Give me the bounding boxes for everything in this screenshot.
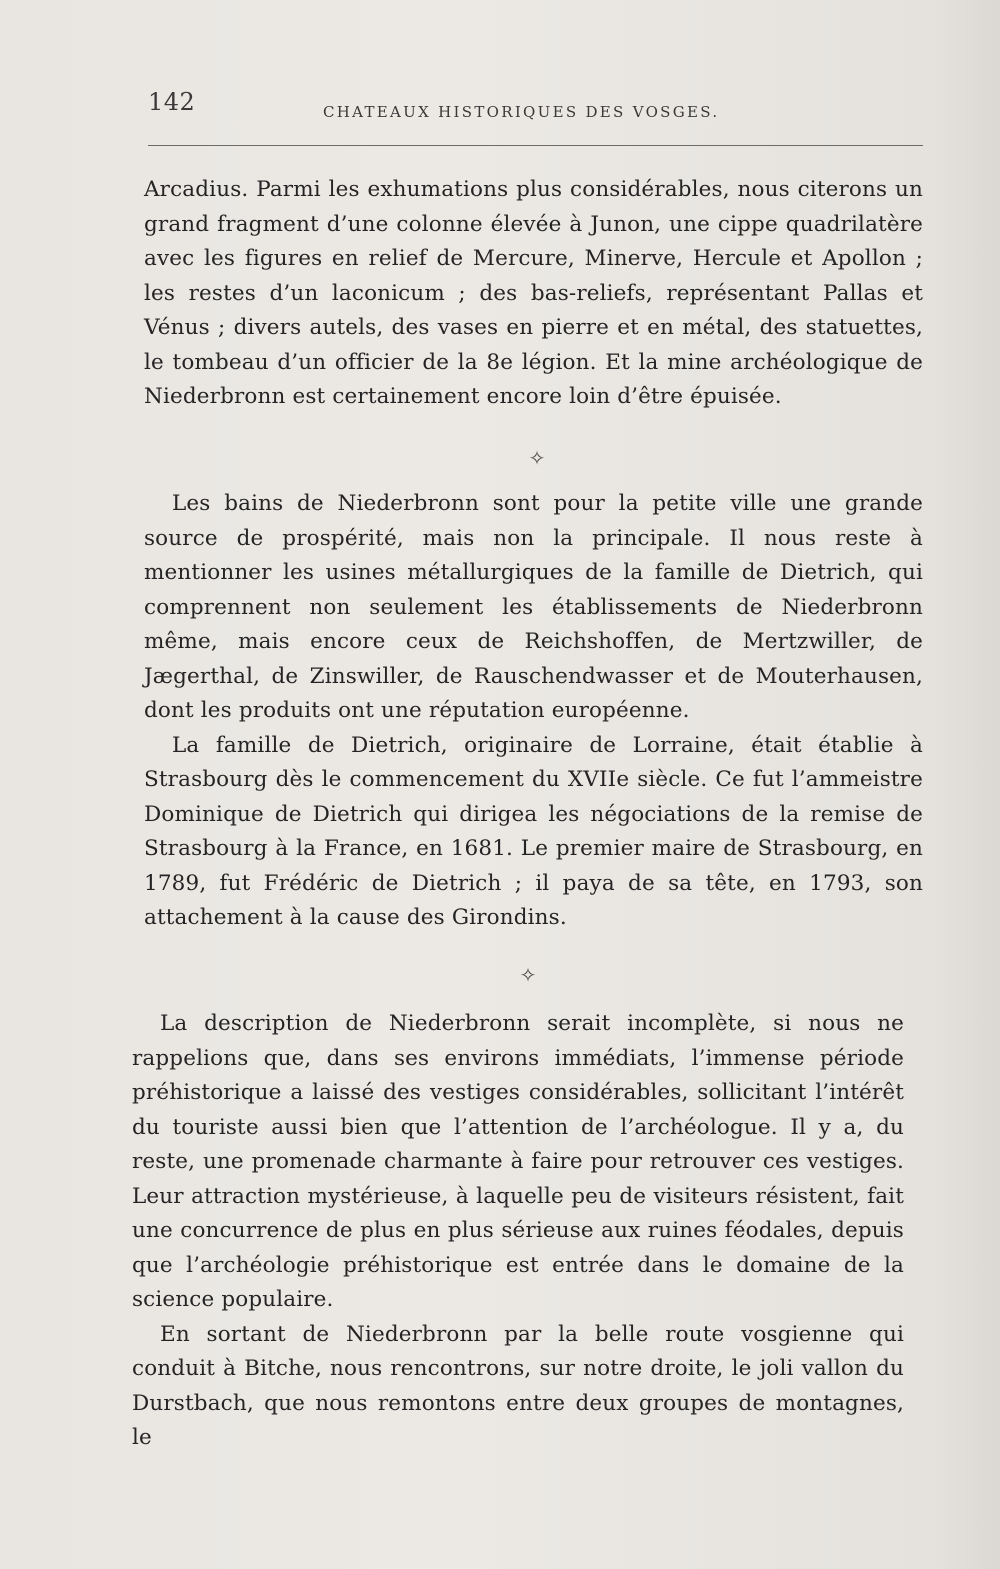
- section-ornament-icon: ✧: [519, 963, 537, 987]
- text-block-3: [132, 1007, 904, 1456]
- text-block-2: [144, 487, 923, 936]
- page-edge-shadow: [930, 0, 1000, 1569]
- running-title: CHATEAUX HISTORIQUES DES VOSGES.: [323, 103, 720, 121]
- page-number: 142: [148, 88, 196, 116]
- header-rule: [148, 145, 923, 146]
- paragraph-bains: Les bains de Niederbronn sont pour la petite ville une grande source de prospérité, mais non la principale. Il nous reste à mentionner les usines métallurgiques de la famille de Dietrich, qui comprennent non seulement les établissements de Niederbronn même, mais encore ceux de Reichshoffen, de Mertzwiller, de Jægerthal, de Zinswiller, de Rauschendwasser et de Mouterhausen, dont les produits ont une réputation européenne.: [144, 491, 923, 723]
- paragraph-famille-dietrich: La famille de Dietrich, originaire de Lorraine, était établie à Strasbourg dès le commencement du XVIIe siècle. Ce fut l’ammeistre Dominique de Dietrich qui dirigea les négociations de la remise de Strasbourg à la France, en 1681. Le premier maire de Strasbourg, en 1789, fut Frédéric de Dietrich ; il paya de sa tête, en 1793, son attachement à la cause des Girondins.: [144, 732, 923, 930]
- paragraph-description: La description de Niederbronn serait incomplète, si nous ne rappelions que, dans ses environs immédiats, l’immense période préhistorique a laissé des vestiges considérables, sollicitant l’intérêt du touriste aussi bien que l’attention de l’archéologue. Il y a, du reste, une promenade charmante à faire pour retrouver ces vestiges. Leur attraction mystérieuse, à laquelle peu de visiteurs résistent, fait une concurrence de plus en plus sérieuse aux ruines féodales, depuis que l’archéologie préhistorique est entrée dans le domaine de la science populaire.: [132, 1011, 904, 1312]
- paragraph-en-sortant: En sortant de Niederbronn par la belle route vosgienne qui conduit à Bitche, nous rencontrons, sur notre droite, le joli vallon du Durstbach, que nous remontons entre deux groupes de montagnes, le: [132, 1321, 904, 1450]
- section-ornament-icon: ✧: [528, 446, 546, 470]
- paragraph-arcadius: Arcadius. Parmi les exhumations plus considérables, nous citerons un grand fragment d’une colonne élevée à Junon, une cippe quadrilatère avec les figures en relief de Mercure, Minerve, Hercule et Apollon ; les restes d’un laconicum ; des bas-reliefs, représentant Pallas et Vénus ; divers autels, des vases en pierre et en métal, des statuettes, le tombeau d’un officier de la 8e légion. Et la mine archéologique de Niederbronn est certainement encore loin d’être épuisée.: [144, 177, 923, 409]
- page-header: [148, 88, 928, 128]
- text-block-1: [144, 173, 923, 415]
